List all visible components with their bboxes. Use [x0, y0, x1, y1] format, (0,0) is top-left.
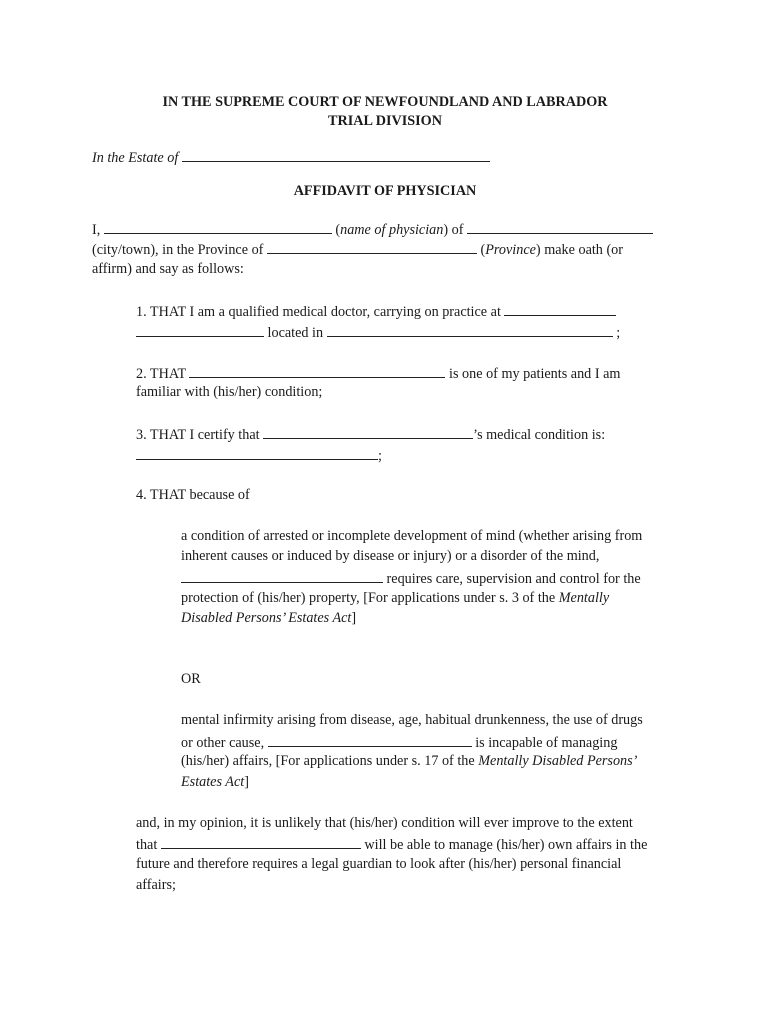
closing-line-4: affairs; [136, 877, 176, 893]
practice-blank-cont[interactable] [136, 324, 264, 337]
closing-line-1: and, in my opinion, it is unlikely that (his/her) condition will ever improve to the extent [136, 815, 633, 831]
medical-condition-blank[interactable] [136, 447, 378, 460]
estate-label: In the Estate of [92, 150, 179, 166]
practice-blank[interactable] [504, 303, 616, 316]
option-a-line-4: protection of (his/her) property, [For applications under s. 3 of the Mentally [181, 590, 610, 606]
closing-line-3: future and therefore requires a legal guardian to look after (his/her) personal financial [136, 856, 622, 872]
city-town-label: (city/town), in the Province of [92, 242, 264, 258]
closing-patient-blank[interactable] [161, 836, 361, 849]
intro-line-1: I, (name of physician) of [92, 221, 653, 237]
estate-line [92, 149, 490, 165]
para1-line-2: located in ; [136, 324, 620, 340]
estate-name-blank[interactable] [182, 149, 490, 162]
option-a-line-2: inherent causes or induced by disease or injury) or a disorder of the mind, [181, 548, 600, 564]
i-prefix: I, [92, 222, 101, 238]
option-b-line-2: or other cause, is incapable of managing [181, 735, 618, 751]
para1-line-1: 1. THAT I am a qualified medical doctor, carrying on practice at [136, 303, 616, 319]
act-name: Disabled Persons’ Estates Act [181, 610, 352, 626]
para4-line-1: 4. THAT because of [136, 487, 250, 503]
option-b-line-3: (his/her) affairs, [For applications under s. 17 of the Mentally Disabled Persons’ [181, 753, 638, 769]
or-separator: OR [181, 671, 201, 687]
para3-line-2: ; [136, 447, 382, 463]
option-a-patient-blank[interactable] [181, 570, 383, 583]
certify-patient-blank[interactable] [263, 426, 473, 439]
division-heading: TRIAL DIVISION [328, 113, 442, 129]
court-heading: IN THE SUPREME COURT OF NEWFOUNDLAND AND LABRADOR [162, 94, 608, 110]
para2-line-2: familiar with (his/her) condition; [136, 384, 323, 400]
para2-line-1: 2. THAT is one of my patients and I am [136, 366, 621, 382]
closing-line-2: that will be able to manage (his/her) own affairs in the [136, 837, 648, 853]
province-label: Province [485, 242, 536, 258]
province-blank[interactable] [267, 241, 477, 254]
option-b-line-1: mental infirmity arising from disease, age, habitual drunkenness, the use of drugs [181, 712, 643, 728]
para3-line-1: 3. THAT I certify that ’s medical condition is: [136, 427, 606, 443]
intro-line-2: (city/town), in the Province of (Province) make oath (or [92, 242, 623, 258]
physician-name-blank[interactable] [104, 221, 332, 234]
option-a-line-1: a condition of arrested or incomplete development of mind (whether arising from [181, 528, 643, 544]
name-of-physician-label: name of physician [340, 222, 444, 238]
option-b-patient-blank[interactable] [268, 734, 472, 747]
location-blank[interactable] [327, 324, 613, 337]
document-title: AFFIDAVIT OF PHYSICIAN [293, 183, 477, 199]
option-b-line-4: Estates Act] [181, 774, 249, 790]
patient-name-blank[interactable] [189, 365, 445, 378]
option-a-line-5: Disabled Persons’ Estates Act] [181, 610, 357, 626]
intro-line-3: affirm) and say as follows: [92, 261, 244, 277]
option-a-line-3: requires care, supervision and control for the [181, 570, 641, 586]
city-town-blank[interactable] [467, 221, 653, 234]
